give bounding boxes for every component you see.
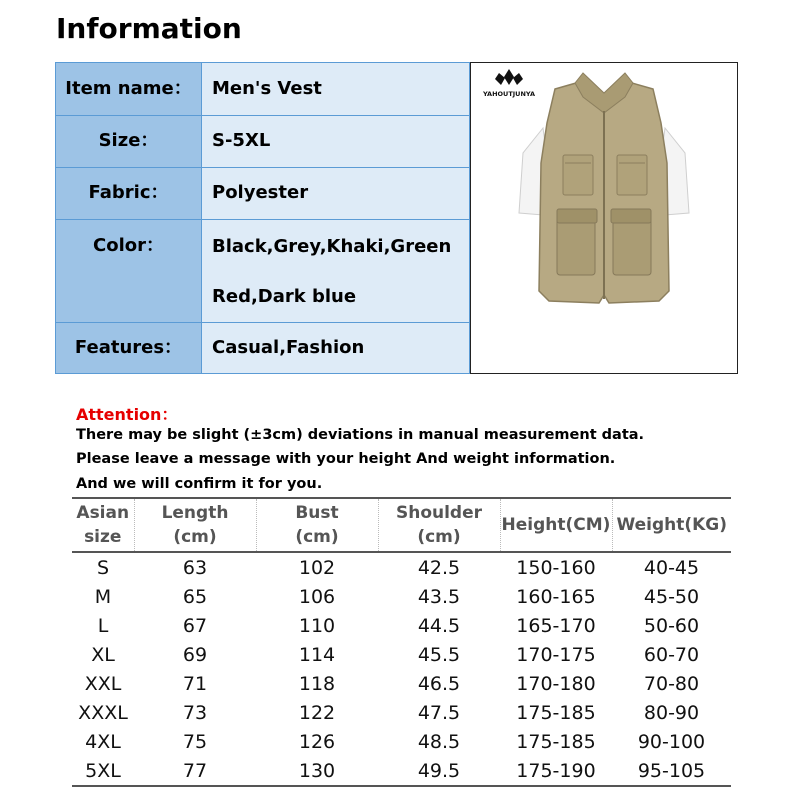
cell-bust: 130 <box>298 759 336 782</box>
cell-length: 75 <box>182 730 208 753</box>
info-row-size <box>56 116 469 168</box>
cell-length: 73 <box>182 701 208 724</box>
cell-length: 65 <box>182 585 208 608</box>
size-chart-body <box>72 552 731 786</box>
product-photo <box>470 62 738 374</box>
cell-weight: 50-60 <box>643 614 700 637</box>
info-row-color <box>56 220 469 323</box>
cell-length: 77 <box>182 759 208 782</box>
cell-weight: 40-45 <box>643 556 700 579</box>
cell-length: 63 <box>182 556 208 579</box>
cell-length: 67 <box>182 614 208 637</box>
cell-size: XXL <box>84 672 122 695</box>
info-value <box>202 220 469 322</box>
cell-size: S <box>96 556 110 579</box>
header-weight: Weight(KG) <box>612 498 731 552</box>
vest-illustration <box>471 63 737 373</box>
info-label: Color： <box>56 220 202 322</box>
info-row-features <box>56 323 469 373</box>
cell-weight: 80-90 <box>643 701 700 724</box>
cell-height: 175-185 <box>516 730 596 753</box>
cell-height: 175-185 <box>516 701 596 724</box>
cell-shoulder: 45.5 <box>417 643 461 666</box>
info-table <box>55 62 470 374</box>
cell-height: 160-165 <box>516 585 596 608</box>
attention-title: Attention： <box>76 405 178 424</box>
cell-size: 5XL <box>85 759 121 782</box>
cell-shoulder: 48.5 <box>417 730 461 753</box>
cell-size: 4XL <box>85 730 121 753</box>
cell-shoulder: 46.5 <box>417 672 461 695</box>
info-value-line: Casual,Fashion <box>212 337 365 358</box>
table-row <box>72 611 731 640</box>
info-value-line: S-5XL <box>212 130 271 151</box>
attention-line: Please leave a message with your height And weight information. <box>76 451 616 467</box>
info-value <box>202 63 469 115</box>
info-value-line: Red,Dark blue <box>212 286 357 307</box>
cell-length: 71 <box>182 672 208 695</box>
info-row-item-name <box>56 63 469 116</box>
info-value-line: Men's Vest <box>212 78 322 99</box>
cell-bust: 114 <box>298 643 336 666</box>
table-row <box>72 669 731 698</box>
cell-weight: 60-70 <box>643 643 700 666</box>
brand-logo <box>482 69 535 98</box>
cell-weight: 90-100 <box>637 730 706 753</box>
cell-height: 170-180 <box>516 672 596 695</box>
table-row <box>72 582 731 611</box>
cell-height: 170-175 <box>516 643 596 666</box>
cell-size: XL <box>91 643 115 666</box>
header-asian-size: Asian size <box>76 503 130 547</box>
cell-weight: 70-80 <box>643 672 700 695</box>
cell-size: XXXL <box>78 701 128 724</box>
cell-bust: 126 <box>298 730 336 753</box>
cell-bust: 118 <box>298 672 336 695</box>
cell-height: 165-170 <box>516 614 596 637</box>
table-row <box>72 727 731 756</box>
size-chart-table <box>72 497 731 787</box>
cell-weight: 95-105 <box>637 759 706 782</box>
info-value-line: Polyester <box>212 182 309 203</box>
cell-size: M <box>94 585 112 608</box>
cell-length: 69 <box>182 643 208 666</box>
info-label: Size： <box>56 116 202 167</box>
cell-height: 150-160 <box>516 556 596 579</box>
brand-name: YAHOUTJUNYA <box>482 90 536 98</box>
cell-shoulder: 49.5 <box>417 759 461 782</box>
cell-bust: 102 <box>298 556 336 579</box>
info-label: Item name： <box>56 63 202 115</box>
info-value <box>202 323 469 373</box>
info-value <box>202 168 469 219</box>
header-length: Length (cm) <box>134 498 256 552</box>
cell-weight: 45-50 <box>643 585 700 608</box>
info-value <box>202 116 469 167</box>
header-height: Height(CM) <box>500 498 612 552</box>
cell-shoulder: 43.5 <box>417 585 461 608</box>
cell-size: L <box>97 614 109 637</box>
cell-height: 175-190 <box>516 759 596 782</box>
cell-shoulder: 44.5 <box>417 614 461 637</box>
cell-shoulder: 47.5 <box>417 701 461 724</box>
info-label: Features： <box>56 323 202 373</box>
cell-bust: 110 <box>298 614 336 637</box>
table-row <box>72 552 731 582</box>
info-label: Fabric： <box>56 168 202 219</box>
table-row <box>72 756 731 786</box>
cell-shoulder: 42.5 <box>417 556 461 579</box>
attention-line: And we will confirm it for you. <box>76 476 323 492</box>
info-row-fabric <box>56 168 469 220</box>
size-chart-header <box>72 498 731 552</box>
info-value-line: Black,Grey,Khaki,Green <box>212 236 452 257</box>
table-row <box>72 640 731 669</box>
attention-line: There may be slight (±3cm) deviations in manual measurement data. <box>76 427 645 443</box>
page-title: Information <box>56 12 242 45</box>
table-row <box>72 698 731 727</box>
cell-bust: 106 <box>298 585 336 608</box>
header-shoulder: Shoulder (cm) <box>378 498 500 552</box>
cell-bust: 122 <box>298 701 336 724</box>
header-bust: Bust (cm) <box>256 498 378 552</box>
